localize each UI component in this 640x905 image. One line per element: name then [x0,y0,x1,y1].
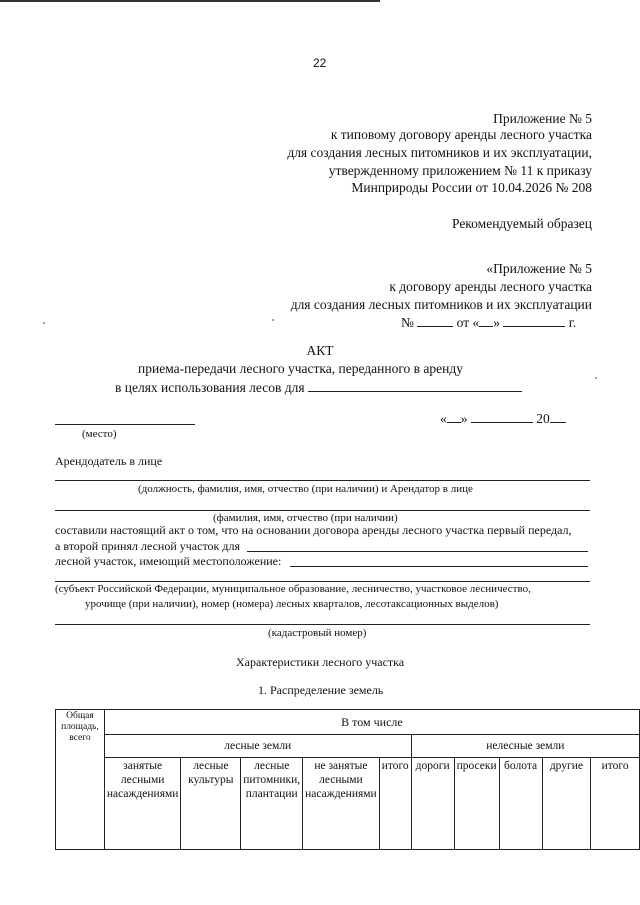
page-number: 22 [313,56,327,70]
landlord-label: Арендодатель в лице [55,454,163,468]
blank-tenant [55,510,590,511]
blank-purpose [308,379,522,392]
hint-location-2: урочище (при наличии), номер (номера) лесных кварталов, лесотаксационных выделов) [85,598,499,610]
blank-landlord [55,480,590,481]
blank-place [55,424,195,425]
top-rule [0,0,380,2]
body-line-a: составили настоящий акт о том, что на основании договора аренды лесного участка первый передал, [55,523,572,537]
act-title: АКТ [306,343,334,358]
date-line: « » 20 [440,410,566,427]
col-nurseries: лесные питомники, плантации [241,758,303,850]
col-nonforest-lands: нелесные земли [411,735,639,758]
appendix-line-3: для создания лесных питомников и их эксплуатации, [287,145,592,160]
col-forest-cultures: лесные культуры [181,758,241,850]
appendix-line-2: к типовому договору аренды лесного участка [330,127,592,142]
blank-date-month [471,410,533,423]
col-occupied: занятые лесными насаждениями [104,758,181,850]
blank-use-type [247,551,588,552]
scan-speck [43,322,45,324]
appendix-line-1: Приложение № 5 [493,111,592,126]
blank-date-year [550,410,566,423]
place-label: (место) [82,428,117,440]
col-roads: дороги [411,758,454,850]
appendix2-line-2: к договору аренды лесного участка [389,279,592,294]
appendix2-line-3: для создания лесных питомников и их эксплуатации [290,297,592,312]
section-subtitle: 1. Распределение земель [258,683,384,697]
appendix2-line-1: «Приложение № 5 [486,261,592,276]
blank-number [417,314,453,327]
col-including: В том числе [104,710,639,735]
hint-cadastral: (кадастровый номер) [268,627,367,639]
scan-speck [272,319,274,321]
blank-location-2 [55,581,590,582]
act-purpose-line: в целях использования лесов для [115,379,522,396]
appendix-line-4: утвержденному приложением № 11 к приказу [328,163,592,178]
col-nonforest-total: итого [591,758,640,850]
act-subtitle: приема-передачи лесного участка, переданного в аренду [138,361,463,376]
col-unoccupied: не занятые лесными насаждениями [303,758,380,850]
body-line-c: лесной участок, имеющий местоположение: [55,554,282,568]
col-forest-total: итого [379,758,411,850]
col-total: Общая площадь, всего [56,710,105,850]
blank-month [503,314,565,327]
appendix-line-5: Минприроды России от 10.04.2026 № 208 [351,180,592,195]
hint-landlord: (должность, фамилия, имя, отчество (при наличии) и Арендатор в лице [138,483,473,495]
blank-cadastral [55,624,590,625]
blank-date-day [447,410,461,423]
blank-day [479,314,493,327]
body-line-b: а второй принял лесной участок для [55,539,240,553]
land-distribution-table [55,709,640,850]
col-other: другие [542,758,591,850]
scan-speck [595,377,597,379]
hint-tenant: (фамилия, имя, отчество (при наличии) [213,512,398,524]
section-title: Характеристики лесного участка [236,655,405,669]
col-clearings: просеки [454,758,499,850]
col-swamps: болота [499,758,542,850]
hint-location-1: (субъект Российской Федерации, муниципальное образование, лесничество, участковое лесничество, [55,583,531,595]
blank-location [290,566,588,567]
contract-number-line: № от « » г. [401,315,577,330]
col-forest-lands: лесные земли [104,735,411,758]
recommended-sample: Рекомендуемый образец [451,216,592,231]
